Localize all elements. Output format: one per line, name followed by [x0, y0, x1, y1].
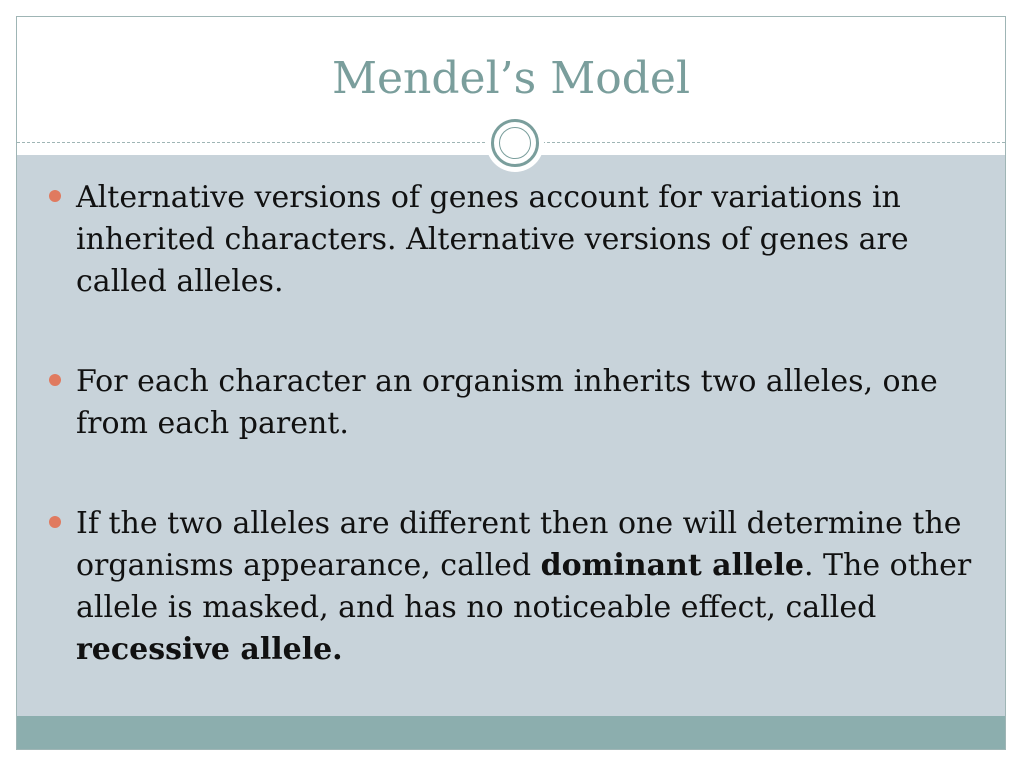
- bullet-text-3b: . The other allele is masked, and has no noticeable effect, called: [76, 548, 972, 625]
- content-area: [17, 155, 1005, 716]
- bullet-text-2: For each character an organism inherits two alleles, one from each parent.: [76, 364, 938, 441]
- recessive-allele-term: recessive allele.: [76, 632, 343, 667]
- dominant-allele-term: dominant allele: [540, 548, 804, 583]
- bullet-item-1: [47, 177, 977, 303]
- bullet-list: [47, 177, 977, 729]
- footer-band: [17, 716, 1005, 750]
- bullet-text-1: Alternative versions of genes account for variations in inherited characters. Alternative versions of genes are called alleles.: [76, 180, 909, 299]
- title-ornament-inner-ring-icon: [499, 127, 531, 159]
- bullet-item-2: [47, 361, 977, 445]
- slide: [16, 16, 1006, 750]
- bullet-item-3: [47, 503, 977, 671]
- bullet-dot-icon: [49, 374, 61, 386]
- bullet-dot-icon: [49, 516, 61, 528]
- bullet-text-3a: If the two alleles are different then one will determine the organisms appearance, called: [76, 506, 962, 583]
- slide-title: Mendel’s Model: [331, 53, 691, 104]
- bullet-dot-icon: [49, 190, 61, 202]
